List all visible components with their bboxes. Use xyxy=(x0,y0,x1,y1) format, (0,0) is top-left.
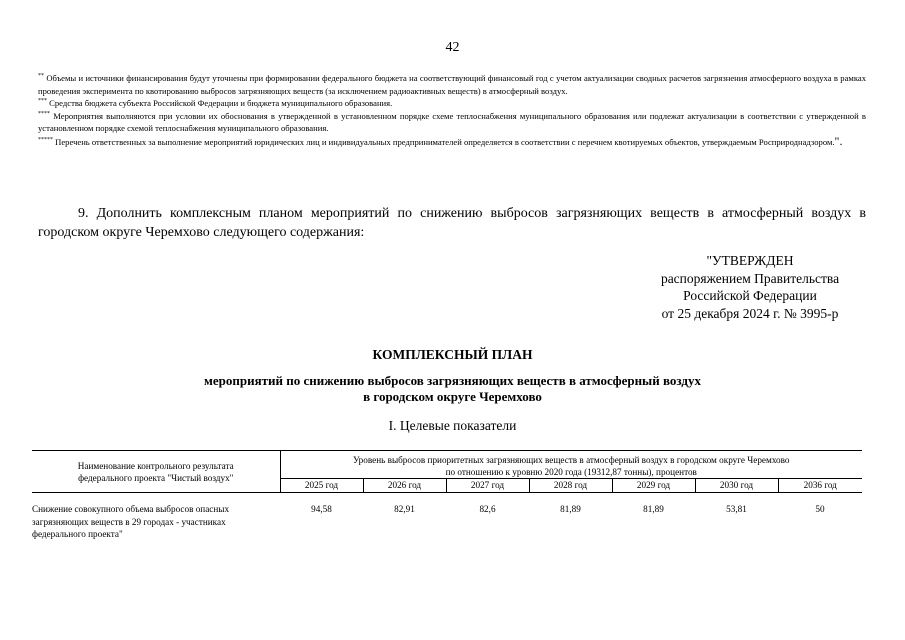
footnote-text: Мероприятия выполняются при условии их обоснования в утвержденной в установленном порядке схеме теплоснабжения муниципального образования или подлежат актуализации в соответствии с утвержденной в установленном порядке схемой теплоснабжения муниципального образования. xyxy=(38,110,866,134)
footnote-marker: *** xyxy=(38,98,47,105)
value-cell: 82,91 xyxy=(394,504,415,514)
header-line: Уровень выбросов приоритетных загрязняющих веществ в атмосферный воздух в городском округе Черемхово xyxy=(352,455,790,465)
header-line: федерального проекта "Чистый воздух" xyxy=(78,472,234,483)
column-header-emissions-level xyxy=(280,451,862,479)
plan-subtitle-line: мероприятий по снижению выбросов загрязняющих веществ в атмосферный воздух xyxy=(204,373,701,388)
section-title: I. Целевые показатели xyxy=(388,418,517,433)
value-cell: 81,89 xyxy=(560,504,581,514)
footnote-text: Перечень ответственных за выполнение мероприятий юридических лиц и индивидуальных предпринимателей определяется в соответствии с перечнем квотируемых объектов, утверждаемым Росприроднадзором. xyxy=(55,136,835,147)
approval-line: от 25 декабря 2024 г. № 3995-р xyxy=(661,305,839,321)
footnote xyxy=(38,72,866,97)
amendment-text: 9. Дополнить комплексным планом мероприятий по снижению выбросов загрязняющих веществ в атмосферный воздух в городском округе Черемхово следующего содержания: xyxy=(38,206,866,240)
year-header: 2028 год xyxy=(529,479,612,493)
year-header: 2027 год xyxy=(446,479,529,493)
value-cell: 50 xyxy=(815,504,825,514)
year-header: 2029 год xyxy=(612,479,695,493)
header-line: Наименование контрольного результата xyxy=(77,460,234,471)
row-label-line: Снижение совокупного объема выбросов опасных xyxy=(32,504,230,514)
year-header: 2025 год xyxy=(280,479,363,493)
row-label-line: федерального проекта" xyxy=(32,529,123,539)
plan-subtitle xyxy=(0,373,905,405)
footnotes xyxy=(38,72,866,149)
footnote-closing-quote: ". xyxy=(834,133,843,148)
approval-line: "УТВЕРЖДЕН xyxy=(706,253,794,268)
footnote-marker: **** xyxy=(38,110,50,117)
footnote-text: Объемы и источники финансирования будут уточнены при формировании федерального бюджета на соответствующий финансовый год с учетом актуализации сводных расчетов загрязнения атмосферного воздуха в рамках проведения эксперимента по квотированию выбросов загрязняющих веществ (за исключением радиоактивных веществ) в атмосферный воздух. xyxy=(38,73,866,96)
approval-stamp xyxy=(630,252,870,322)
year-header: 2030 год xyxy=(695,479,778,493)
row-label xyxy=(32,493,280,541)
amendment-paragraph xyxy=(38,204,866,242)
target-indicators-table xyxy=(32,450,862,541)
plan-subtitle-line: в городском округе Черемхово xyxy=(363,389,542,404)
footnote-marker: ***** xyxy=(38,136,53,143)
year-header: 2026 год xyxy=(363,479,446,493)
footnote xyxy=(38,110,866,135)
page-number: 42 xyxy=(445,40,460,55)
approval-line: Российской Федерации xyxy=(683,288,817,303)
footnote-text: Средства бюджета субъекта Российской Федерации и бюджета муниципального образования. xyxy=(49,98,393,109)
value-cell: 94,58 xyxy=(311,504,332,514)
footnote xyxy=(38,135,866,149)
plan-title: КОМПЛЕКСНЫЙ ПЛАН xyxy=(372,347,533,362)
value-cell: 81,89 xyxy=(643,504,664,514)
footnote xyxy=(38,97,866,110)
approval-line: распоряжением Правительства xyxy=(660,270,840,286)
year-header: 2036 год xyxy=(778,479,862,493)
column-header-result xyxy=(32,451,280,493)
footnote-marker: ** xyxy=(38,73,44,79)
table-row xyxy=(32,493,862,541)
value-cell: 82,6 xyxy=(479,504,496,514)
row-label-line: загрязняющих веществ в 29 городах - участниках xyxy=(32,516,226,527)
header-line: по отношению к уровню 2020 года (19312,87 тонны), процентов xyxy=(445,467,697,477)
value-cell: 53,81 xyxy=(726,504,747,514)
